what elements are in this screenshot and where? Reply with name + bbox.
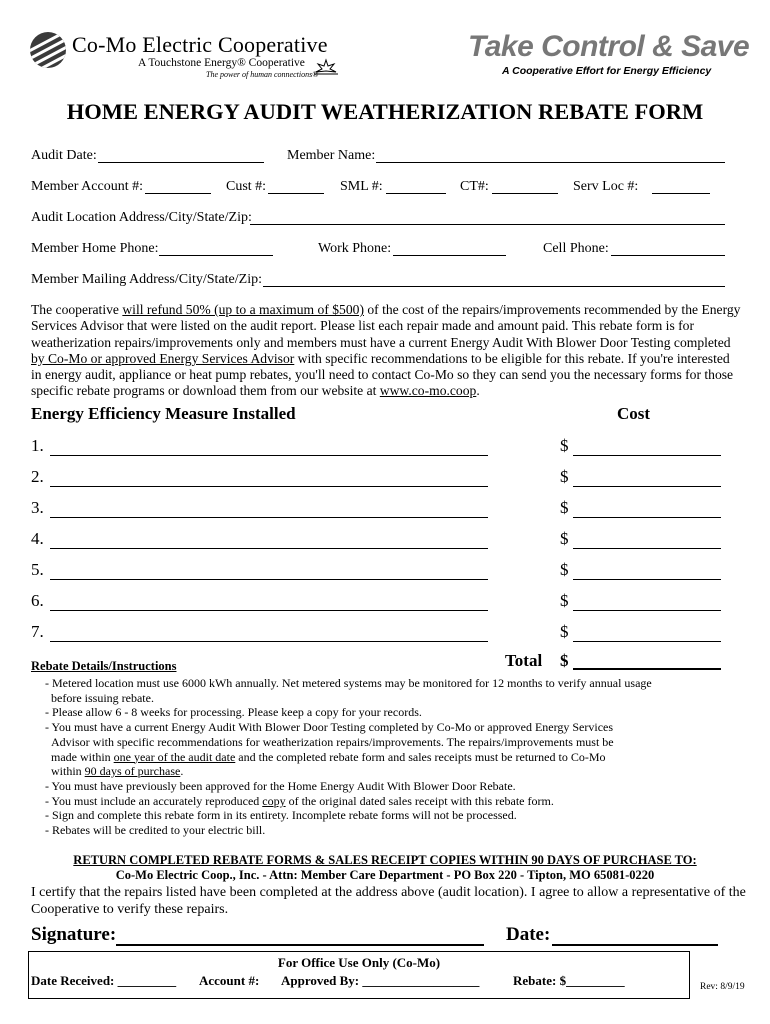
instruction-item: within 90 days of purchase. [45,764,184,779]
member-name-field[interactable] [376,148,725,163]
measure-description-field[interactable] [50,516,488,518]
measure-row-number: 7. [31,622,44,641]
mailing-address-field[interactable] [263,272,725,287]
instruction-item: - Rebates will be credited to your electric bill. [45,823,266,838]
signature-field[interactable] [116,944,484,946]
member-account-field[interactable] [145,179,211,194]
office-use-header: For Office Use Only (Co-Mo) [277,955,441,970]
revision-date: Rev: 8/9/19 [700,982,745,992]
measure-description-field[interactable] [50,485,488,487]
rebate-amount-field[interactable]: Rebate: $_________ [513,973,625,988]
measure-column-header: Energy Efficiency Measure Installed [31,404,296,423]
measure-row-number: 5. [31,560,44,579]
cost-currency-symbol: $ [560,529,569,548]
measure-row-number: 6. [31,591,44,610]
program-subtitle: A Cooperative Effort for Energy Efficiency [502,65,712,77]
cost-currency-symbol: $ [560,436,569,455]
approved-by-field[interactable]: Approved By: __________________ [281,973,480,988]
cost-currency-symbol: $ [560,591,569,610]
website-link[interactable]: www.co-mo.coop [379,383,477,399]
measure-cost-field[interactable] [573,578,721,580]
office-use-box [28,951,690,999]
work-phone-field[interactable] [393,241,506,256]
instruction-item: before issuing rebate. [45,690,154,705]
measure-description-field[interactable] [50,578,488,580]
cost-currency-symbol: $ [560,560,569,579]
audit-location-label: Audit Location Address/City/State/Zip: [31,210,252,225]
audit-date-field[interactable] [98,148,264,163]
work-phone-label: Work Phone: [318,241,392,256]
measure-row-number: 4. [31,529,44,548]
measure-description-field[interactable] [50,609,488,611]
instruction-item: made within one year of the audit date and the completed rebate form and sales receipts must be returned to Co-Mo [45,749,606,764]
date-field[interactable] [552,944,718,946]
cost-currency-symbol: $ [560,622,569,641]
cust-label: Cust #: [226,179,267,194]
measure-cost-field[interactable] [573,640,721,642]
brand-subtitle: A Touchstone Energy® Cooperative [138,57,305,69]
date-received-field[interactable]: Date Received: _________ [31,973,177,988]
sml-label: SML #: [340,179,383,194]
take-control-save-logo: Take Control & Save [468,30,750,63]
certification-statement: I certify that the repairs listed have been completed at the address above (audit location). I agree to allow a representative of the Cooperative to verify these repairs. [31,885,746,917]
cost-column-header: Cost [617,404,651,423]
measure-cost-field[interactable] [573,547,721,549]
total-currency: $ [560,651,569,670]
instruction-item: - Please allow 6 - 8 weeks for processing. Please keep a copy for your records. [45,705,422,720]
return-notice: RETURN COMPLETED REBATE FORMS & SALES RECEIPT COPIES WITHIN 90 DAYS OF PURCHASE TO: [73,853,697,867]
serv-loc-field[interactable] [652,179,710,194]
home-phone-field[interactable] [159,241,273,256]
measure-description-field[interactable] [50,547,488,549]
mailing-address-label: Member Mailing Address/City/State/Zip: [31,272,262,287]
total-cost-field[interactable] [573,668,721,670]
measure-cost-field[interactable] [573,485,721,487]
brand-tagline: The power of human connections® [206,70,319,79]
cust-field[interactable] [268,179,324,194]
measure-row-number: 3. [31,498,44,517]
audit-date-label: Audit Date: [31,148,97,163]
instruction-item: - You must have a current Energy Audit With Blower Door Testing completed by Co-Mo or approved Energy Services [45,720,614,735]
return-address: Co-Mo Electric Coop., Inc. - Attn: Member Care Department - PO Box 220 - Tipton, MO 65081-0220 [115,868,655,882]
sml-field[interactable] [386,179,446,194]
cost-currency-symbol: $ [560,467,569,486]
member-name-label: Member Name: [287,148,376,163]
instructions-header: Rebate Details/Instructions [31,659,177,673]
measure-row-number: 1. [31,436,44,455]
audit-location-field[interactable] [250,210,725,225]
serv-loc-label: Serv Loc #: [573,179,639,194]
home-phone-label: Member Home Phone: [31,241,159,256]
total-label: Total [505,651,543,670]
touchstone-globe-icon [30,32,66,68]
instructions-list [45,676,725,838]
brand-name: Co-Mo Electric Cooperative [72,32,328,57]
instruction-item: Advisor with specific recommendations for weatherization repairs/improvements. The repairs/improvements must be [45,734,614,749]
instruction-item: - You must have previously been approved for the Home Energy Audit With Blower Door Rebate. [45,778,516,793]
account-field[interactable]: Account #: [199,973,260,988]
signature-label: Signature: [31,924,117,945]
intro-paragraph: The cooperative will refund 50% (up to a maximum of $500) of the cost of the repairs/improvements recommended by the Energy Services Advisor that were listed on the audit report. Please list each repair made and amount paid. This rebate form is for weatherization repairs/improvements only and members must have a current Energy Audit With Blower Door Testing completed by Co-Mo or approved Energy Services Advisor with specific recommendations to be eligible for this rebate. If you're interested in energy audit, appliance or heat pump rebates, you'll need to contact Co-Mo so they can send you the necessary forms for those specific rebate programs or download them from our website at www.co-mo.coop. [31,302,741,399]
measure-cost-field[interactable] [573,454,721,456]
ct-field[interactable] [492,179,558,194]
touchstone-torch-icon [312,58,340,76]
page-title: HOME ENERGY AUDIT WEATHERIZATION REBATE FORM [66,99,704,124]
member-account-label: Member Account #: [31,179,143,194]
ct-label: CT#: [460,179,489,194]
measure-row-number: 2. [31,467,44,486]
measure-cost-field[interactable] [573,516,721,518]
cell-phone-field[interactable] [611,241,725,256]
measure-cost-field[interactable] [573,609,721,611]
instruction-item: - You must include an accurately reproduced copy of the original dated sales receipt with this rebate form. [45,793,554,808]
measure-description-field[interactable] [50,640,488,642]
instruction-item: - Sign and complete this rebate form in its entirety. Incomplete rebate forms will not be processed. [45,808,517,823]
measure-description-field[interactable] [50,454,488,456]
instruction-item: - Metered location must use 6000 kWh annually. Net metered systems may be monitored for 12 months to verify annual usage [45,676,652,690]
cell-phone-label: Cell Phone: [543,241,609,256]
date-label: Date: [506,924,551,945]
cost-currency-symbol: $ [560,498,569,517]
